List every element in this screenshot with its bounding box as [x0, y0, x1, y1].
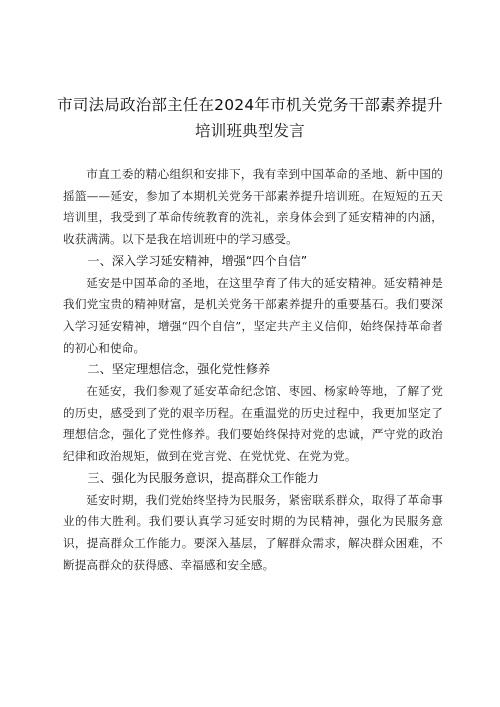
section-2-paragraph: 在延安，我们参观了延安革命纪念馆、枣园、杨家岭等地，了解了党的历史，感受到了党的艰辛历程。在重温党的历史过程中，我更加坚定了理想信念，强化了党性修养。我们要始终保持对党的忠诚，严守党的政治纪律和政治规矩，做到在党言党、在党忧党、在党为党。 [63, 384, 443, 464]
intro-paragraph: 市直工委的精心组织和安排下，我有幸到中国革命的圣地、新中国的摇篮——延安，参加了本期机关党务干部素养提升培训班。在短短的五天培训里，我受到了革命传统教育的洗礼，亲身体会到了延安精神的内涵，收获满满。以下是我在培训班中的学习感受。 [63, 167, 443, 247]
document-body [63, 164, 443, 576]
section-1-paragraph: 延安是中国革命的圣地，在这里孕育了伟大的延安精神。延安精神是我们党宝贵的精神财富，是机关党务干部素养提升的重要基石。我们要深入学习延安精神，增强“四个自信”，坚定共产主义信仰，始终保持革命者的初心和使命。 [63, 275, 443, 355]
document-title-line-1: 市司法局政治部主任在2024年市机关党务干部素养提升 [57, 96, 443, 114]
section-heading-3: 三、强化为民服务意识，提高群众工作能力 [87, 470, 319, 485]
document-title-line-2: 培训班典型发言 [195, 122, 305, 140]
section-3-paragraph: 延安时期，我们党始终坚持为民服务，紧密联系群众，取得了革命事业的伟大胜利。我们要认真学习延安时期的为民精神，强化为民服务意识，提高群众工作能力。要深入基层，了解群众需求，解决群众困难，不断提高群众的获得感、幸福感和安全感。 [63, 492, 443, 572]
section-heading-1: 一、深入学习延安精神，增强“四个自信” [87, 253, 308, 268]
section-heading-2: 二、坚定理想信念，强化党性修养 [87, 362, 271, 377]
